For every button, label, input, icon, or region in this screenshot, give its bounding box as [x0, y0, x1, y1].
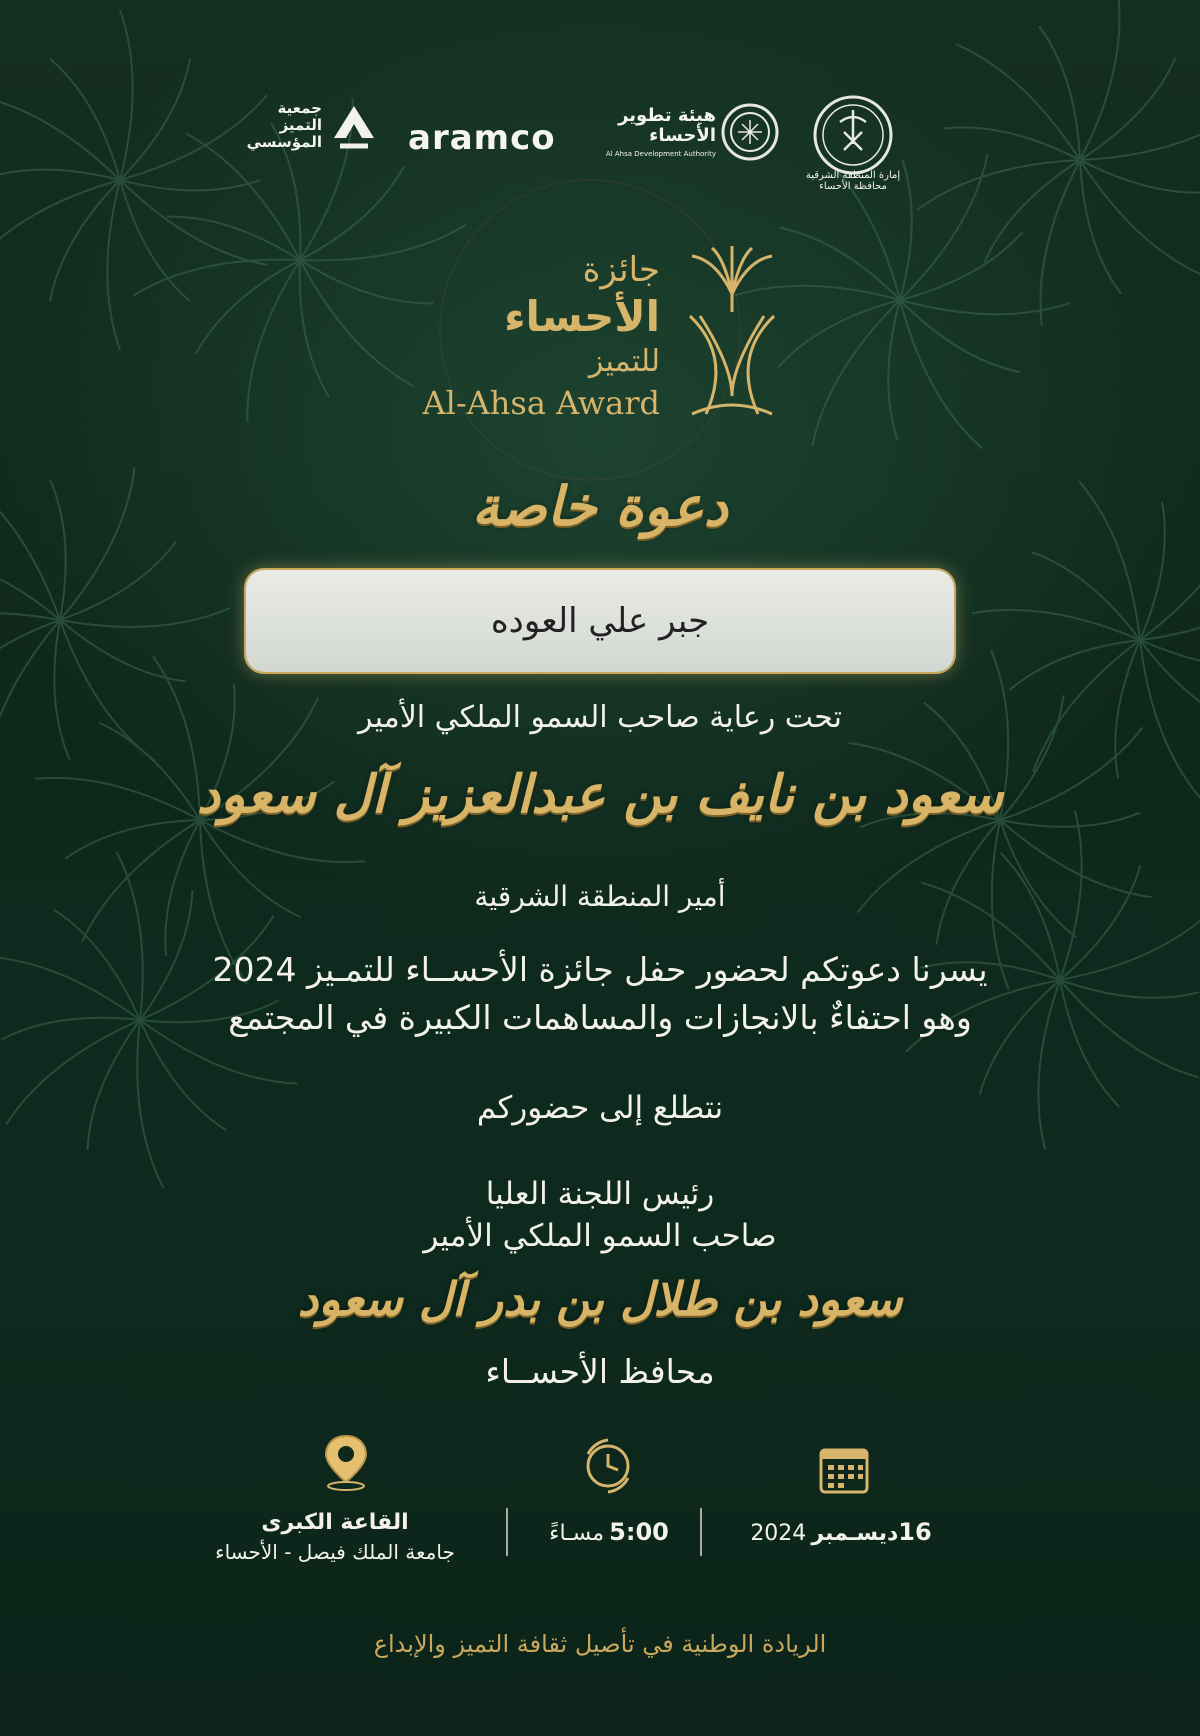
palm-frond — [900, 300, 1070, 314]
award-english: Al-Ahsa Award — [422, 384, 660, 422]
divider-left — [506, 1508, 508, 1556]
patron-name: سعود بن نايف بن عبدالعزيز آل سعود — [196, 764, 1004, 825]
invitation-title: دعوة خاصة — [472, 474, 728, 538]
palm-frond — [300, 166, 404, 260]
patron-title: أمير المنطقة الشرقية — [474, 880, 726, 913]
message-line1: يسرنا دعوتكم لحضور حفل جائزة الأحســاء للتمـيز 2024 — [212, 950, 988, 989]
time-suffix: مسـاءً — [549, 1521, 605, 1546]
palm-frond — [1140, 640, 1200, 670]
palm-frond — [1080, 58, 1175, 160]
authority-english: Al Ahsa Development Authority — [605, 150, 716, 158]
calendar-icon — [818, 1444, 870, 1496]
palm-emblem-icon — [672, 246, 792, 422]
palm-frond — [50, 59, 120, 180]
palm-frond — [120, 10, 133, 180]
award-line3: للتميز — [588, 344, 660, 379]
authority-emblem-icon — [720, 102, 780, 162]
palm-frond — [120, 180, 260, 190]
ministry-emblem-icon — [810, 92, 896, 178]
guest-name-box — [246, 570, 954, 672]
ministry-emblem — [810, 92, 896, 178]
location-icon-wrap — [318, 1432, 374, 1492]
society-emblem — [326, 98, 382, 154]
palm-frond — [972, 610, 1140, 640]
authority-emblem — [720, 102, 780, 162]
palm-frond — [780, 228, 900, 300]
palm-frond — [0, 180, 120, 265]
message-line2: وهو احتفاءٌ بالانجازات والمساهمات الكبيرة في المجتمع — [228, 998, 972, 1037]
palm-frond — [917, 160, 1080, 210]
palm-frond — [0, 559, 60, 620]
palm-frond — [812, 300, 900, 446]
clock-icon — [578, 1436, 638, 1496]
palm-frond — [300, 260, 414, 386]
palm-frond — [196, 260, 300, 354]
date-month: ديسـمبر — [811, 1521, 899, 1546]
palm-frond — [900, 300, 1020, 372]
host-name: سعود بن طلال بن بدر آل سعود — [297, 1272, 903, 1326]
ministry-caption: إمارة المنطقة الشرقية محافظة الأحساء — [805, 170, 901, 192]
guest-name: جبر علي العوده — [490, 601, 710, 641]
palm-frond — [120, 180, 267, 265]
clock-icon-wrap — [578, 1436, 638, 1496]
committee-role: رئيس اللجنة العليا — [485, 1176, 715, 1212]
palm-frond — [60, 620, 186, 681]
date-group — [726, 1518, 956, 1546]
date-day: 16 — [898, 1518, 932, 1546]
venue-subtitle: جامعة الملك فيصل - الأحساء — [215, 1540, 455, 1564]
looking-forward: نتطلع إلى حضوركم — [476, 1090, 724, 1126]
patronage-intro: تحت رعاية صاحب السمو الملكي الأمير — [358, 700, 842, 735]
host-title: محافظ الأحســاء — [485, 1352, 715, 1391]
palm-frond — [0, 170, 120, 180]
palm-frond — [247, 260, 300, 422]
society-emblem-icon — [326, 98, 382, 154]
host-intro: صاحب السمو الملكي الأمير — [423, 1218, 777, 1254]
award-emblem — [672, 246, 792, 422]
palm-frond — [300, 260, 329, 397]
award-line2: الأحساء — [504, 292, 660, 341]
authority-name: هيئة تطوير الأحساء — [618, 105, 716, 146]
venue-title: القاعة الكبرى — [261, 1510, 409, 1535]
aramco-logo: aramco — [408, 118, 556, 158]
palm-frond — [60, 542, 176, 620]
palm-frond — [1080, 110, 1200, 160]
palm-frond — [88, 1020, 140, 1150]
palm-frond — [1009, 640, 1140, 690]
palm-frond — [1000, 820, 1076, 937]
palm-frond — [985, 160, 1080, 262]
palm-frond — [956, 44, 1080, 160]
palm-frond — [60, 608, 230, 627]
date-year: 2024 — [750, 1521, 807, 1546]
palm-frond — [900, 154, 988, 300]
palm-frond — [1080, 160, 1121, 294]
palm-frond — [1080, 160, 1200, 276]
palm-frond — [107, 180, 120, 350]
palm-frond — [167, 217, 300, 260]
location-pin-icon — [318, 1432, 374, 1492]
calendar-icon-wrap — [818, 1444, 870, 1496]
award-line1: جائزة — [582, 250, 660, 290]
palm-frond — [60, 620, 155, 761]
time-value: 5:00 — [609, 1518, 669, 1546]
palm-frond — [0, 95, 120, 180]
slogan: الريادة الوطنية في تأصيل ثقافة التميز والإبداع — [373, 1630, 827, 1658]
time-group — [520, 1518, 698, 1546]
palm-frond — [778, 300, 900, 368]
society-name: جمعية التميز المؤسسي — [246, 99, 322, 151]
palm-frond — [900, 300, 982, 449]
palm-frond — [888, 300, 900, 440]
palm-frond — [1039, 26, 1080, 160]
palm-frond — [65, 820, 200, 859]
palm-frond — [116, 852, 142, 1020]
divider-right — [700, 1508, 702, 1556]
palm-frond — [186, 134, 300, 260]
palm-frond — [900, 232, 1022, 300]
